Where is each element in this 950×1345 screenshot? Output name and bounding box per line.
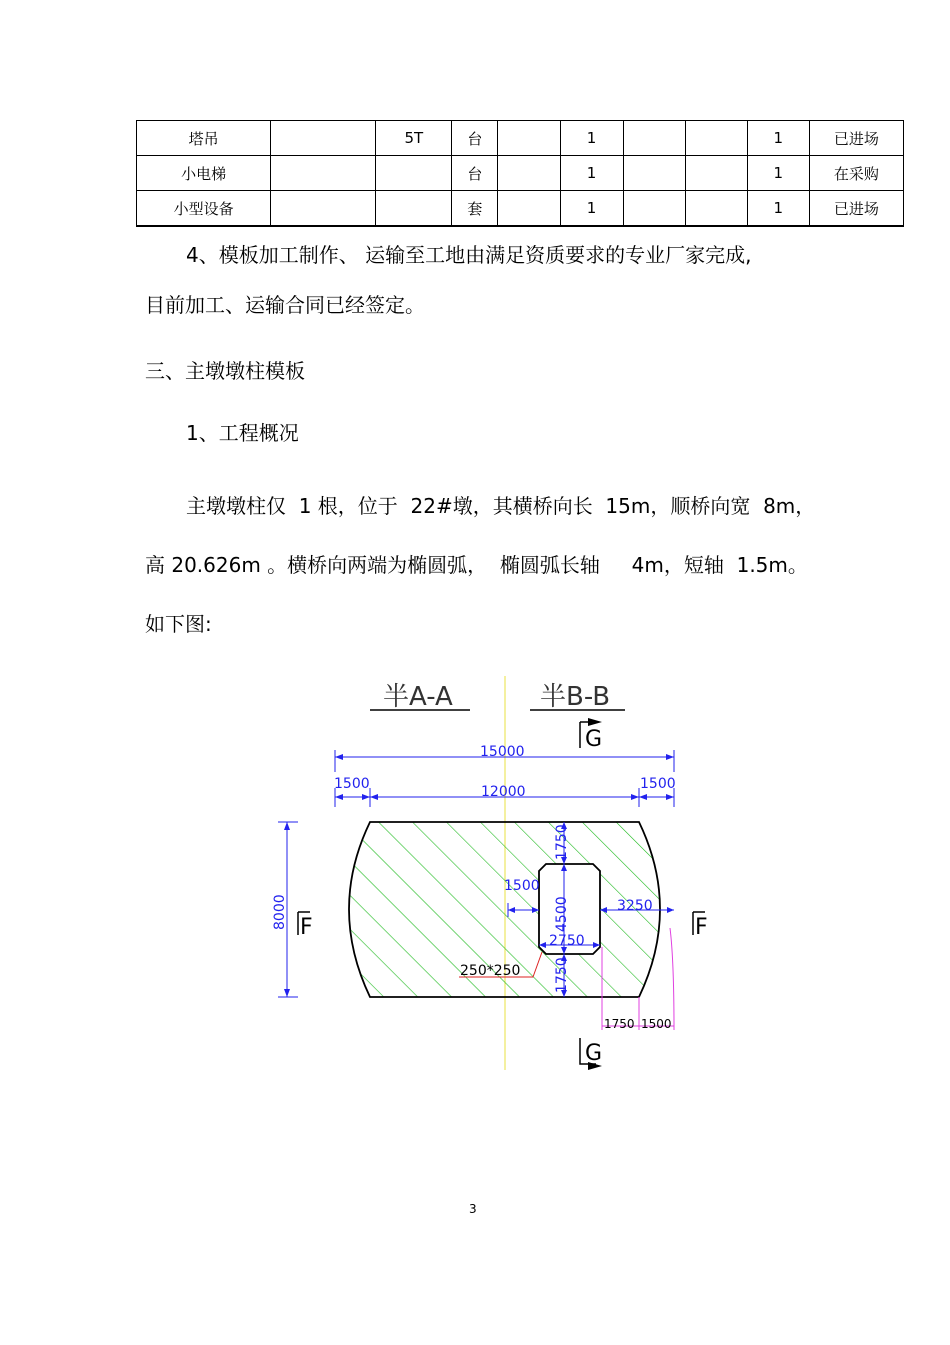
table-cell [623,191,685,227]
dimension-chamber-width: 2750 [549,933,585,949]
title-half-a-a: 半A-A [383,682,453,712]
dimension-chamber-height: 4500 [554,896,570,932]
dimension-bottom-b: 1500 [641,1017,672,1031]
table-cell: 5T [376,121,452,156]
table-cell: 台 [452,156,498,191]
table-cell: 已进场 [809,121,903,156]
table-row [137,191,904,227]
see-below-label: 如下图: [145,612,212,636]
table-cell: 塔吊 [137,121,271,156]
table-cell: 已进场 [809,191,903,227]
table-cell: 1 [747,121,809,156]
section-label-f-left: F [300,915,313,940]
page-number: 3 [469,1202,477,1216]
dimension-end-left: 1500 [334,776,370,792]
table-cell [685,191,747,227]
table-cell: 小型设备 [137,191,271,227]
table-cell [623,156,685,191]
extension-line-end [670,928,674,1030]
dimension-wall: 3250 [617,898,653,914]
table-cell: 1 [747,191,809,227]
table-cell [498,121,560,156]
section-label-g-bottom: G [585,1041,603,1066]
table-cell: 套 [452,191,498,227]
table-cell [376,156,452,191]
table-cell: 台 [452,121,498,156]
table-cell [685,156,747,191]
table-cell: 1 [747,156,809,191]
dimension-bottom-a: 1750 [604,1017,635,1031]
dimension-width: 8000 [272,894,288,930]
pier-cross-section-drawing [250,660,720,1080]
table-row [137,156,904,191]
equipment-table [136,120,904,227]
table-cell [498,191,560,227]
description-line2: 高 20.626m 。横桥向两端为椭圆弧， 椭圆弧长轴 4m，短轴 1.5m。 [145,553,808,577]
table-cell: 在采购 [809,156,903,191]
table-cell [376,191,452,227]
dimension-chamber-top: 1750 [554,824,570,860]
table-cell [623,121,685,156]
table-cell [271,191,376,227]
chamfer-label: 250*250 [460,963,521,979]
table-row [137,121,904,156]
table-cell: 1 [560,156,623,191]
table-cell: 1 [560,191,623,227]
section-arrow-top [588,718,602,726]
item4-line2: 目前加工、运输合同已经签定。 [145,293,425,317]
sub1-heading: 1、工程概况 [186,421,299,445]
title-half-b-b: 半B-B [540,682,611,712]
table-cell [685,121,747,156]
table-cell [271,156,376,191]
table-cell [271,121,376,156]
table-cell: 小电梯 [137,156,271,191]
section3-heading: 三、主墩墩柱模板 [145,359,305,383]
description-line1: 主墩墩柱仅 1 根，位于 22#墩，其横桥向长 15m，顺桥向宽 8m， [186,494,816,518]
dimension-chamber-bottom: 1750 [554,957,570,993]
table-cell [498,156,560,191]
section-label-f-right: F [695,915,708,940]
dimension-straight-length: 12000 [481,784,526,800]
item4-line1: 4、模板加工制作、 运输至工地由满足资质要求的专业厂家完成, [186,243,752,267]
table-cell: 1 [560,121,623,156]
dimension-end-right: 1500 [640,776,676,792]
dimension-total-length: 15000 [480,744,525,760]
section-label-g-top: G [585,727,603,752]
dimension-chamber-offset: 1500 [504,878,540,894]
